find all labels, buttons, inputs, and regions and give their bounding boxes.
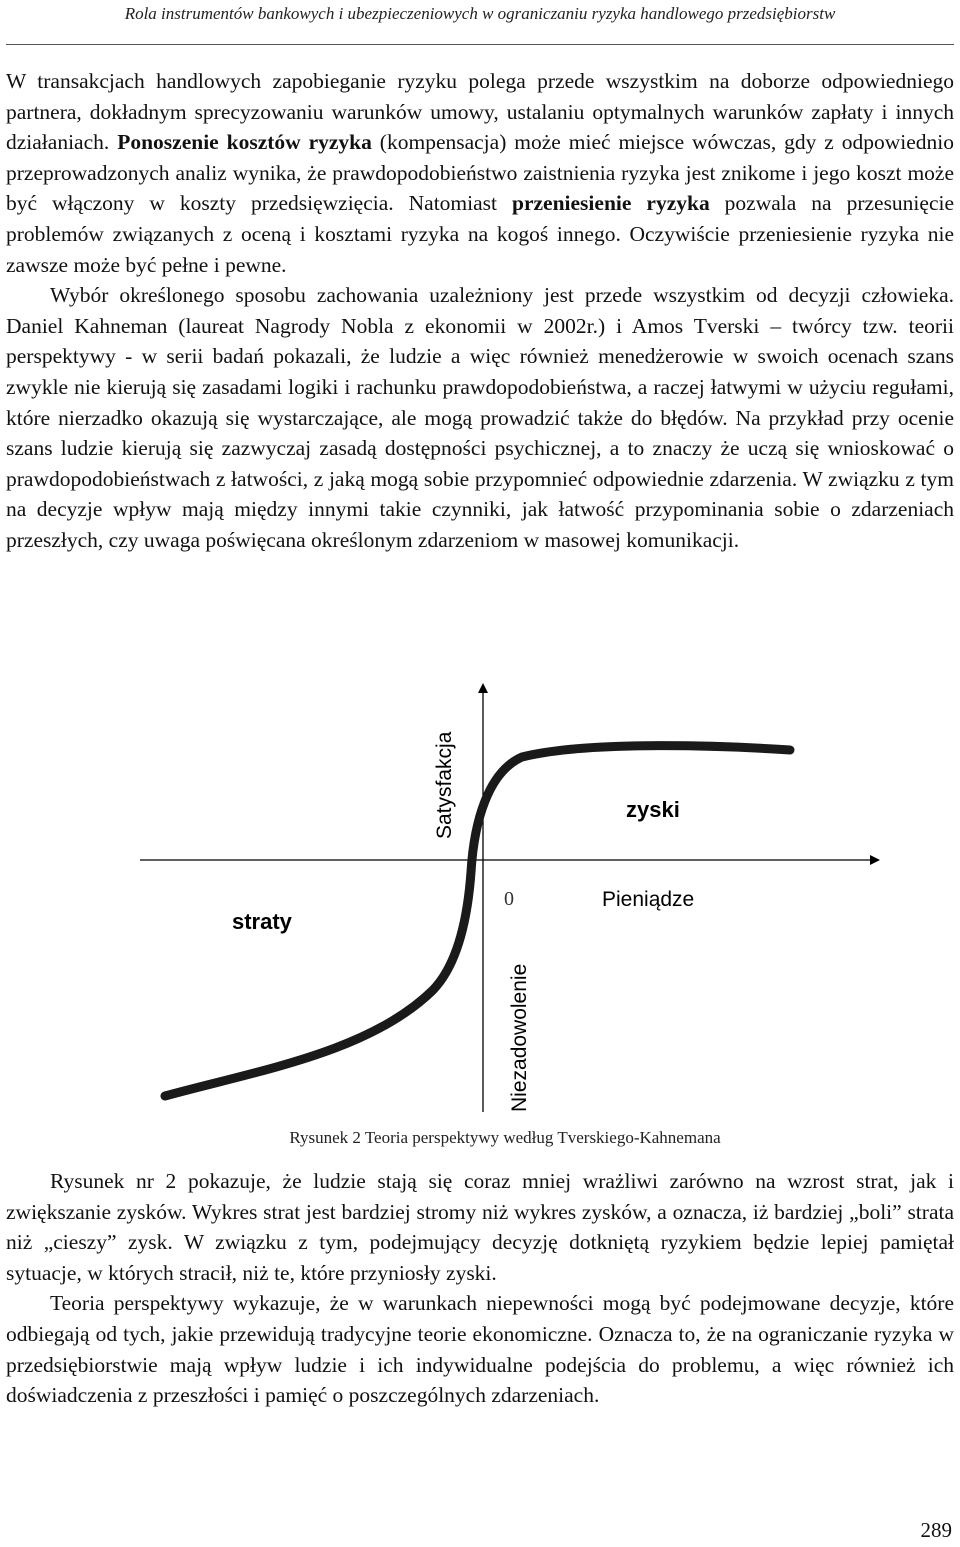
page-number: 289 [920, 1518, 952, 1542]
figure-caption: Rysunek 2 Teoria perspektywy według Tverskiego-Kahnemana [289, 1128, 721, 1147]
header-divider [6, 44, 954, 45]
paragraph-text: W transakcjach handlowych zapobieganie ryzyku polega przede wszystkim na doborze odpowiedniego partnera, dokładnym sprecyzowaniu warunków umowy, ustalaniu optymalnych warunków zapłaty i innych działaniach. [6, 69, 954, 155]
paragraph-prospect-theory-intro: Wybór określonego sposobu zachowania uzależniony jest przede wszystkim od decyzji człowieka. Daniel Kahneman (laureat Nagrody Nobla z ekonomii w 2002r.) i Amos Tverski – twórcy tzw. teorii perspektywy - w serii badań pokazali, że ludzie a więc również menedżerowie w swoich ocenach szans zwykle nie kierują się zasadami logiki i rachunku prawdopodobieństwa, a raczej łatwymi w użyciu regułami, które nierzadko okazują się wystarczające, ale mogą prowadzić także do błędów. Na przykład przy ocenie szans ludzie kierują się zazwyczaj zasadą dostępności psychicznej, a to znaczy że uczą się wnioskować o prawdopodobieństwach z łatwości, z jaką mogą sobie przypomnieć odpowiednie zdarzenia. W związku z tym na decyzje wpływ mają między innymi takie czynniki, jak łatwość przypominania sobie o zdarzeniach przeszłych, czy uwaga poświęcana określonym zdarzeniom w masowej komunikacji. [6, 283, 954, 552]
value-function-diagram [140, 672, 900, 1120]
origin-label: 0 [504, 888, 514, 910]
x-axis-label: Pieniądze [602, 888, 695, 911]
bold-term-risk-cost: Ponoszenie kosztów ryzyka [117, 130, 372, 155]
paragraph-risk-management [6, 66, 954, 280]
losses-label: straty [232, 909, 292, 934]
gains-label: zyski [626, 797, 680, 822]
y-axis-positive-label: Satysfakcja [433, 731, 456, 839]
prospect-theory-figure [140, 672, 900, 1120]
y-axis-negative-label: Niezadowolenie [508, 963, 531, 1112]
running-header: Rola instrumentów bankowych i ubezpieczeniowych w ograniczaniu ryzyka handlowego przedsiębiorstw [124, 4, 836, 23]
bold-term-risk-transfer: przeniesienie ryzyka [512, 191, 710, 216]
paragraph-text: pozwala na przesunięcie problemów związanych z oceną i kosztami ryzyka na kogoś innego. Oczywiście przeniesienie ryzyka nie zawsze może być pełne i pewne. [6, 191, 955, 277]
paragraph-text: (kompensacja) może mieć miejsce wówczas, gdy z odpowiednio przeprowadzonych analiz wynika, że prawdopodobieństwo zaistnienia ryzyka jest znikome i jego koszt może być włączony w koszty przedsięwzięcia. Natomiast [6, 130, 955, 216]
paragraph-conclusion: Teoria perspektywy wykazuje, że w warunkach niepewności mogą być podejmowane decyzje, które odbiegają od tych, jakie przewidują tradycyjne teorie ekonomiczne. Oznacza to, że na ograniczanie ryzyka w przedsiębiorstwie mają wpływ ludzie i ich indywidualne podejścia do problemu, a więc również ich doświadczenia z przeszłości i pamięć o poszczególnych zdarzeniach. [6, 1291, 954, 1408]
body-text-lower [6, 1166, 954, 1411]
paragraph-figure-discussion: Rysunek nr 2 pokazuje, że ludzie stają się coraz mniej wrażliwi zarówno na wzrost strat, jak i zwiększanie zysków. Wykres strat jest bardziej stromy niż wykres zysków, a oznacza, iż bardziej „boli” strata niż „cieszy” zysk. W związku z tym, podejmujący decyzję dotkniętą ryzykiem będzie lepiej pamiętał sytuacje, w których stracił, niż te, które przyniosły zyski. [6, 1169, 954, 1285]
body-text-upper [6, 66, 954, 556]
